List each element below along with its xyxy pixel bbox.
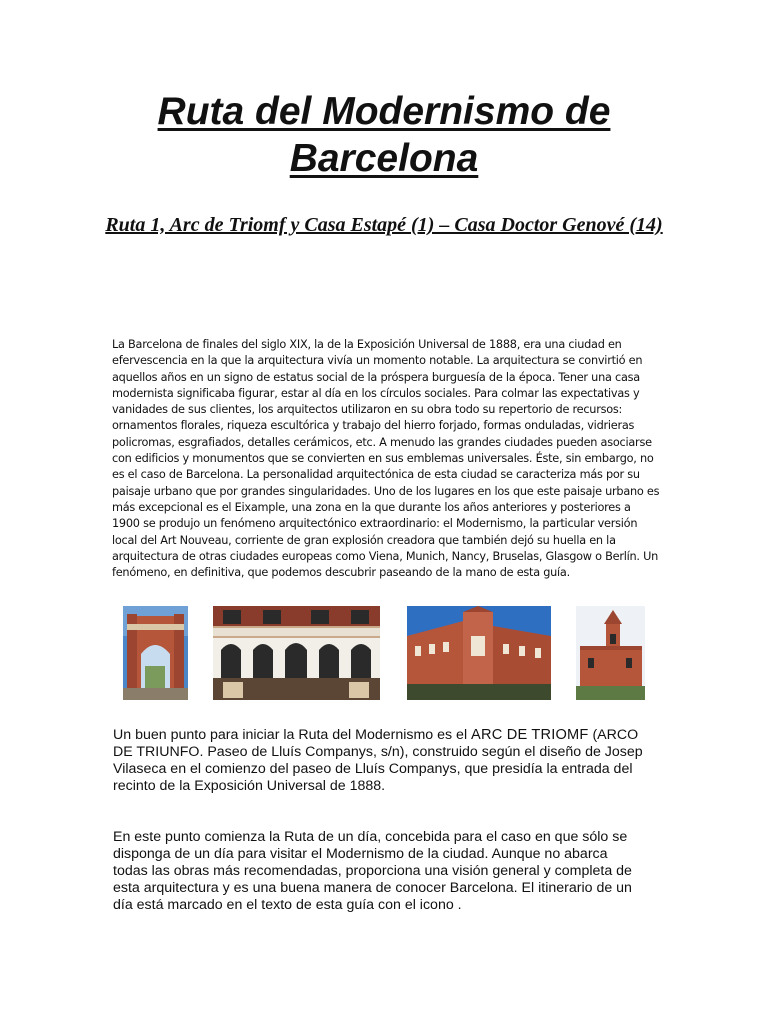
- para1-after-text: (ARCO DE TRIUNFO. Paseo de Lluís Companys, s/n), construido según el diseño de Josep Vilaseca en el comienzo del paseo de Lluís Companys, que presidía la entrada del recinto de la Exposición Universal de 1888.: [113, 727, 643, 794]
- modernist-facade-photo: [213, 606, 380, 700]
- page-subtitle: Ruta 1, Arc de Triomf y Casa Estapé (1) – Casa Doctor Genové (14): [105, 214, 663, 236]
- castle-building-photo: [576, 606, 645, 700]
- arc-de-triomf-paragraph: [113, 727, 643, 795]
- arc-de-triomf-highlight: ARC DE TRIOMF: [471, 727, 589, 743]
- intro-paragraph: La Barcelona de finales del siglo XIX, la de la Exposición Universal de 1888, era una ciudad en efervescencia en la que la arquitectura vivía un momento notable. La arquitectura se convirtió en aquellos años en un signo de estatus social de la próspera burguesía de la época. Tener una casa modernista significaba figurar, estar al día en los círculos sociales. Para colmar las expectativas y vanidades de sus clientes, los arquitectos utilizaron en su obra todo su repertorio de recursos: ornamentos florales, riqueza escultórica y trabajo del hierro forjado, formas onduladas, vidrieras policromas, esgrafiados, detalles cerámicos, etc. A menudo las grandes ciudades pueden asociarse con edificios y monumentos que se convierten en sus emblemas universales. Éste, sin embargo, no es el caso de Barcelona. La personalidad arquitectónica de esta ciudad se caracteriza más por su paisaje urbano que por grandes singularidades. Uno de los lugares en los que este paisaje urbano es más excepcional es el Eixample, una zona en la que durante los años anteriores y posteriores a 1900 se produjo un fenómeno arquitectónico extraordinario: el Modernismo, la particular versión local del Art Nouveau, corriente de gran explosión creadora que también dejó su huella en la arquitectura de otras ciudades europeas como Viena, Munich, Nancy, Bruselas, Glasgow o Berlín. Un fenómeno, en definitiva, que podemos descubrir paseando de la mano de esta guía.: [112, 338, 660, 580]
- route-paragraph: En este punto comienza la Ruta de un día, concebida para el caso en que sólo se disponga de un día para visitar el Modernismo de la ciudad. Aunque no abarca todas las obras más recomendadas, proporciona una visión general y completa de esta arquitectura y es una buena manera de conocer Barcelona. El itinerario de un día está marcado en el texto de esta guía con el icono .: [113, 829, 632, 913]
- para1-before-text: Un buen punto para iniciar la Ruta del Modernismo es el: [113, 727, 472, 743]
- photo-strip: [0, 606, 768, 702]
- page-title: Ruta del Modernismo de Barcelona: [157, 90, 611, 180]
- brick-building-photo: [407, 606, 551, 700]
- arc-de-triomf-photo: [123, 606, 188, 700]
